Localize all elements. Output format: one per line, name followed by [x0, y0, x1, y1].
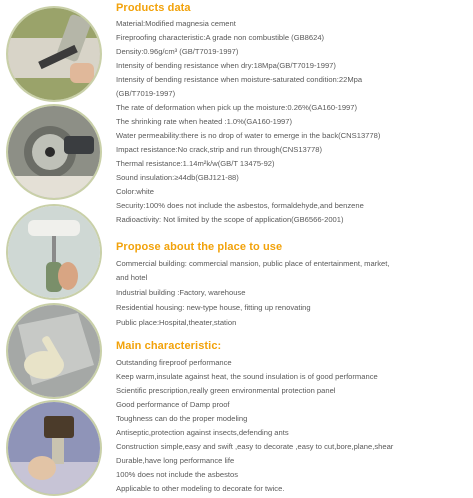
section-title-products-data: Products data [116, 2, 191, 14]
propose-line: Residential housing: new-type house, fitting up renovating [116, 303, 311, 312]
photo-column [0, 0, 108, 498]
propose-line: Public place:Hospital,theater,station [116, 318, 237, 327]
products-line: Security:100% does not include the asbestos, formaldehyde,and benzene [116, 201, 364, 210]
main-line: Durable,have long performance life [116, 456, 235, 465]
main-line: Keep warm,insulate against heat, the sound insulation is of good performance [116, 372, 378, 381]
products-line: (GB/T7019-1997) [116, 89, 176, 98]
propose-line: Industrial building :Factory, warehouse [116, 288, 246, 297]
products-line: The rate of deformation when pick up the moisture:0.26%(GA160-1997) [116, 103, 358, 112]
main-line: 100% does not include the asbestos [116, 470, 239, 479]
main-line: Antiseptic,protection against insects,defending ants [116, 428, 289, 437]
products-line: Color:white [116, 187, 154, 196]
photo-paint-roller-icon [6, 204, 102, 300]
products-line: Water permeability:there is no drop of water to emerge in the back(CNS13778) [116, 131, 381, 140]
section-title-propose: Propose about the place to use [116, 241, 283, 253]
products-line: Density:0.96g/cm³ (GB/T7019-1997) [116, 47, 239, 56]
products-line: Intensity of bending resistance when moisture-saturated condition:22Mpa [116, 75, 363, 84]
products-line: Radioactivity: Not limited by the scope of application(GB6566-2001) [116, 215, 344, 224]
main-line: Scientific prescription,really green environmental protection panel [116, 386, 336, 395]
photo-cutting-board-icon [6, 6, 102, 102]
main-line: Construction simple,easy and swift ,easy to decorate ,easy to cut,bore,plane,shear [116, 442, 394, 451]
products-line: Intensity of bending resistance when dry:18Mpa(GB/T7019-1997) [116, 61, 336, 70]
photo-circular-saw-icon [6, 104, 102, 200]
section-title-main-characteristic: Main characteristic: [116, 340, 222, 352]
content-area [116, 0, 470, 498]
photo-trowel-tool-icon [6, 400, 102, 496]
products-line: Fireproofing characteristic:A grade non combustible (GB8624) [116, 33, 325, 42]
products-line: Sound insulation:≥44db(GBJ121-88) [116, 173, 239, 182]
products-line: The shrinking rate when heated :1.0%(GA160-1997) [116, 117, 293, 126]
products-line: Impact resistance:No crack,strip and run through(CNS13778) [116, 145, 322, 154]
main-line: Toughness can do the proper modeling [116, 414, 248, 423]
propose-line: Commercial building: commercial mansion, public place of entertainment, market, [116, 259, 390, 268]
photo-gloved-hand-icon [6, 303, 102, 399]
main-line: Applicable to other modeling to decorate for twice. [116, 484, 285, 493]
products-line: Material:Modified magnesia cement [116, 19, 236, 28]
main-line: Good performance of Damp proof [116, 400, 230, 409]
products-line: Thermal resistance:1.14m²k/w(GB/T 13475-92) [116, 159, 275, 168]
propose-line: and hotel [116, 273, 148, 282]
main-line: Outstanding fireproof performance [116, 358, 232, 367]
